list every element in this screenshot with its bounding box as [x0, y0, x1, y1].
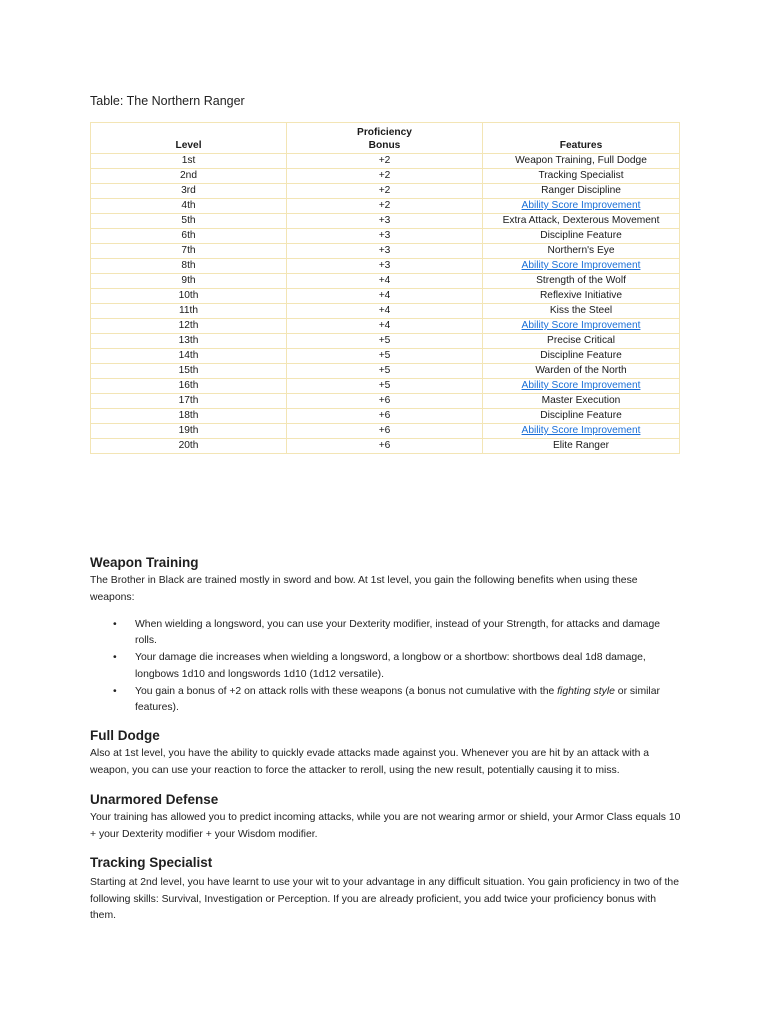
cell-proficiency-bonus: +5 [287, 349, 483, 364]
bullet-text-part: or similar features). [135, 685, 660, 714]
table-row [91, 259, 680, 274]
list-item [90, 650, 682, 682]
cell-features [483, 259, 680, 274]
cell-features: Extra Attack, Dexterous Movement [483, 214, 680, 229]
header-proficiency-bonus [287, 123, 483, 154]
table-row [91, 319, 680, 334]
ranger-level-table [90, 122, 680, 454]
table-row [91, 349, 680, 364]
header-features: Features [483, 123, 680, 154]
cell-proficiency-bonus: +2 [287, 169, 483, 184]
cell-level: 4th [91, 199, 287, 214]
table-row [91, 334, 680, 349]
bullet-text [135, 686, 660, 713]
feature-link[interactable]: Ability Score Improvement [521, 260, 641, 271]
cell-level: 12th [91, 319, 287, 334]
cell-features: Ranger Discipline [483, 184, 680, 199]
cell-level: 13th [91, 334, 287, 349]
header-level: Level [91, 123, 287, 154]
bullet-icon: • [113, 652, 117, 664]
unarmored-defense-text: Your training has allowed you to predict incoming attacks, while you are not wearing armor or shield, your Armor Class equals 10 + your Dexterity modifier + your Wisdom modifier. [90, 812, 681, 840]
table-row [91, 304, 680, 319]
cell-features: Discipline Feature [483, 409, 680, 424]
table-row [91, 439, 680, 454]
cell-proficiency-bonus: +5 [287, 334, 483, 349]
cell-features [483, 199, 680, 214]
cell-features [483, 319, 680, 334]
cell-proficiency-bonus: +5 [287, 364, 483, 379]
header-proficiency-line1: Proficiency [357, 127, 412, 138]
cell-proficiency-bonus: +3 [287, 229, 483, 244]
table-body [91, 154, 680, 454]
table-row [91, 199, 680, 214]
cell-proficiency-bonus: +3 [287, 259, 483, 274]
table-row [91, 424, 680, 439]
cell-proficiency-bonus: +3 [287, 244, 483, 259]
section-title-weapon-training: Weapon Training [90, 555, 199, 570]
cell-proficiency-bonus: +5 [287, 379, 483, 394]
full-dodge-text: Also at 1st level, you have the ability to quickly evade attacks made against you. Whenever you are hit by an attack with a weapon, you can use your reaction to force the attacker to reroll, using the new result, potentially causing it to miss. [90, 748, 650, 776]
table-row [91, 184, 680, 199]
feature-link[interactable]: Ability Score Improvement [521, 425, 641, 436]
cell-proficiency-bonus: +4 [287, 304, 483, 319]
cell-level: 3rd [91, 184, 287, 199]
list-item [90, 617, 682, 649]
cell-level: 1st [91, 154, 287, 169]
cell-features: Weapon Training, Full Dodge [483, 154, 680, 169]
cell-features: Master Execution [483, 394, 680, 409]
cell-level: 10th [91, 289, 287, 304]
cell-proficiency-bonus: +6 [287, 394, 483, 409]
cell-features: Discipline Feature [483, 229, 680, 244]
cell-level: 18th [91, 409, 287, 424]
cell-level: 14th [91, 349, 287, 364]
cell-features: Discipline Feature [483, 349, 680, 364]
cell-level: 7th [91, 244, 287, 259]
table-row [91, 169, 680, 184]
cell-level: 5th [91, 214, 287, 229]
cell-proficiency-bonus: +3 [287, 214, 483, 229]
cell-level: 11th [91, 304, 287, 319]
list-item [90, 684, 682, 716]
bullet-icon: • [113, 619, 117, 630]
weapon-training-bullets [90, 617, 682, 717]
bullet-text: When wielding a longsword, you can use your Dexterity modifier, instead of your Strength, for attacks and damage rolls. [135, 619, 661, 647]
fighting-style-term: fighting style [557, 685, 615, 697]
bullet-text: Your damage die increases when wielding a longsword, a longbow or a shortbow: shortbows deal 1d8 damage, longbows 1d10 and longswords 1d10 (1d12 versatile). [135, 652, 646, 680]
cell-level: 6th [91, 229, 287, 244]
cell-proficiency-bonus: +2 [287, 199, 483, 214]
cell-level: 15th [91, 364, 287, 379]
cell-proficiency-bonus: +2 [287, 154, 483, 169]
table-row [91, 394, 680, 409]
cell-features [483, 424, 680, 439]
cell-features: Reflexive Initiative [483, 289, 680, 304]
table-row [91, 409, 680, 424]
bullet-icon: • [113, 685, 117, 697]
cell-features: Warden of the North [483, 364, 680, 379]
bullet-text-part: You gain a bonus of +2 on attack rolls with these weapons (a bonus not cumulative with the [135, 685, 558, 697]
section-title-tracking-specialist: Tracking Specialist [90, 855, 213, 870]
table-row [91, 274, 680, 289]
cell-proficiency-bonus: +6 [287, 439, 483, 454]
tracking-specialist-text: Starting at 2nd level, you have learnt to use your wit to your advantage in any difficult situation. You gain proficiency in two of the following skills: Survival, Investigation or Perception. If you are already proficient, you add twice your proficiency bonus with them. [90, 877, 679, 921]
cell-level: 9th [91, 274, 287, 289]
table-row [91, 364, 680, 379]
cell-level: 20th [91, 439, 287, 454]
cell-proficiency-bonus: +6 [287, 409, 483, 424]
cell-features: Precise Critical [483, 334, 680, 349]
cell-proficiency-bonus: +4 [287, 274, 483, 289]
cell-level: 17th [91, 394, 287, 409]
table-row [91, 154, 680, 169]
feature-link[interactable]: Ability Score Improvement [521, 320, 641, 331]
table-row [91, 229, 680, 244]
cell-features: Strength of the Wolf [483, 274, 680, 289]
table-row [91, 379, 680, 394]
cell-features [483, 379, 680, 394]
cell-level: 2nd [91, 169, 287, 184]
table-row [91, 214, 680, 229]
cell-proficiency-bonus: +4 [287, 319, 483, 334]
cell-features: Elite Ranger [483, 439, 680, 454]
header-proficiency-line2: Bonus [368, 140, 401, 151]
cell-proficiency-bonus: +2 [287, 184, 483, 199]
cell-level: 8th [91, 259, 287, 274]
cell-proficiency-bonus: +6 [287, 424, 483, 439]
section-title-unarmored-defense: Unarmored Defense [90, 792, 219, 807]
table-row [91, 244, 680, 259]
table-caption: Table: The Northern Ranger [90, 94, 245, 108]
cell-features: Tracking Specialist [483, 169, 680, 184]
cell-proficiency-bonus: +4 [287, 289, 483, 304]
cell-features: Northern's Eye [483, 244, 680, 259]
table-header-row [91, 123, 680, 154]
weapon-training-intro: The Brother in Black are trained mostly in sword and bow. At 1st level, you gain the following benefits when using these weapons: [90, 575, 638, 603]
cell-level: 19th [91, 424, 287, 439]
cell-features: Kiss the Steel [483, 304, 680, 319]
table-row [91, 289, 680, 304]
feature-link[interactable]: Ability Score Improvement [521, 200, 641, 211]
section-title-full-dodge: Full Dodge [90, 728, 160, 743]
feature-link[interactable]: Ability Score Improvement [521, 380, 641, 391]
cell-level: 16th [91, 379, 287, 394]
